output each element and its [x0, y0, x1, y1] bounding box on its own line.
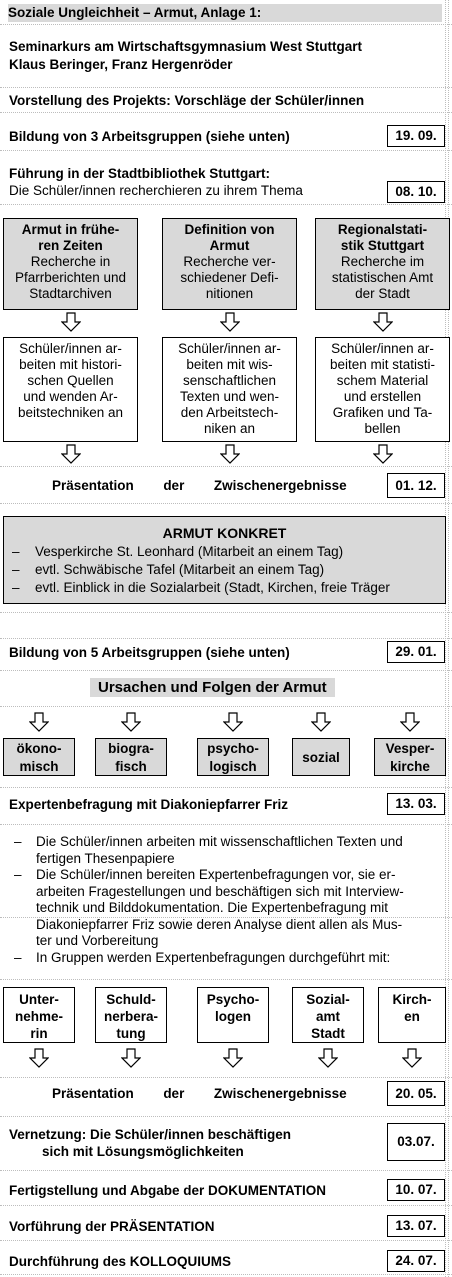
- down-arrow-icon: [29, 1048, 49, 1068]
- group-work-line: und erstellen: [343, 389, 422, 404]
- grid-line: [0, 787, 452, 788]
- expert-line: nehme-: [14, 1009, 63, 1024]
- group-work-line: Grafiken und Ta-: [332, 405, 433, 420]
- expert-line: logen: [215, 1009, 251, 1024]
- group-desc-line: Pfarrberichten und: [14, 270, 127, 285]
- expert-box: [197, 987, 269, 1043]
- down-arrow-icon: [121, 1048, 141, 1068]
- grid-line: [0, 1274, 452, 1275]
- category-box: [3, 738, 75, 776]
- expert-line: Kirch-: [392, 992, 432, 1007]
- grid-line: [0, 87, 452, 88]
- expert-line: Psycho-: [206, 992, 260, 1007]
- vorfuehrung-date: 13. 07.: [387, 1215, 445, 1237]
- kolloquium-date: 24. 07.: [387, 1250, 445, 1272]
- group-work-line: bellen: [364, 421, 401, 436]
- armut-konkret-item: Vesperkirche St. Leonhard (Mitarbeit an einem Tag): [35, 544, 344, 559]
- grid-line: [0, 1077, 452, 1078]
- vernetzung-line-2: sich mit Lösungsmöglichkeiten: [42, 1144, 244, 1159]
- armut-konkret-title: ARMUT KONKRET: [162, 525, 287, 541]
- category-line: fisch: [115, 759, 147, 774]
- group-work-line: Schüler/innen ar-: [19, 341, 122, 356]
- ursachen-title: Ursachen und Folgen der Armut: [90, 678, 335, 697]
- grid-line: [0, 204, 452, 205]
- grid-line: [0, 1116, 452, 1117]
- bildung5-row: Bildung von 5 Arbeitsgruppen (siehe unten): [9, 645, 290, 660]
- experten-bullet-line: In Gruppen werden Expertenbefragungen durchgeführt mit:: [36, 949, 391, 965]
- down-arrow-icon: [402, 1048, 422, 1068]
- down-arrow-icon: [220, 444, 240, 464]
- group-desc-line: Recherche im: [340, 254, 425, 269]
- experten-bullet-line: fertigen Thesenpapiere: [36, 850, 175, 866]
- group-title-line: Armut: [209, 238, 250, 253]
- bullet-dash: –: [12, 562, 20, 577]
- grid-line: [0, 112, 452, 113]
- category-line: biogra-: [108, 741, 154, 756]
- grid-line: [0, 638, 452, 639]
- group-work-line: beiten mit wis-: [186, 357, 273, 372]
- expert-box: [95, 987, 167, 1043]
- praesentation-word: Zwischenergebnisse: [213, 1086, 347, 1101]
- group-title-line: ren Zeiten: [38, 238, 103, 253]
- experten-row: Expertenbefragung mit Diakoniepfarrer Friz: [9, 797, 289, 812]
- group-desc-line: Recherche ver-: [183, 254, 276, 269]
- down-arrow-icon: [318, 1048, 338, 1068]
- expert-line: Stadt: [311, 1026, 345, 1041]
- course-line-2: Klaus Beringer, Franz Hergenröder: [9, 57, 233, 72]
- down-arrow-icon: [400, 712, 420, 732]
- group-title-box: [162, 218, 297, 310]
- group-title-line: stik Stuttgart: [340, 238, 425, 253]
- grid-line: [0, 1205, 452, 1206]
- vorstellung-row: Vorstellung des Projekts: Vorschläge der Schüler/innen: [9, 93, 365, 108]
- down-arrow-icon: [121, 712, 141, 732]
- praesentation-1-row: [52, 477, 347, 494]
- experten-bullet-line: Die Schüler/innen bereiten Expertenbefragungen vor, sie er-: [36, 867, 396, 882]
- page-title: Soziale Ungleichheit – Armut, Anlage 1:: [8, 5, 262, 20]
- expert-line: tung: [116, 1026, 146, 1041]
- fuehrung-row: Führung in der Stadtbibliothek Stuttgart:: [9, 166, 270, 181]
- group-work-line: Texten und wen-: [179, 389, 280, 404]
- category-line: ökono-: [16, 741, 62, 756]
- category-box: [374, 738, 446, 776]
- group-work-line: den Arbeitstech-: [180, 405, 279, 420]
- experten-bullet-line: Die Schüler/innen arbeiten mit wissenschaftlichen Texten und: [36, 834, 403, 849]
- armut-konkret-box: [3, 516, 446, 604]
- praesentation-1-date: 01. 12.: [387, 473, 445, 498]
- bullet-dash: –: [14, 949, 22, 965]
- group-work-line: niken an: [203, 421, 256, 436]
- down-arrow-icon: [220, 312, 240, 332]
- praesentation-word: Zwischenergebnisse: [213, 478, 347, 493]
- group-work-box: [162, 337, 297, 442]
- vernetzung-date: 03.07.: [387, 1123, 445, 1161]
- praesentation-2-row: [52, 1085, 347, 1102]
- group-work-line: und wenden Ar-: [23, 389, 118, 404]
- category-line: psycho-: [207, 741, 259, 756]
- group-work-line: senschaftlichen: [182, 373, 277, 388]
- expert-line: Unter-: [19, 992, 59, 1007]
- down-arrow-icon: [311, 712, 331, 732]
- down-arrow-icon: [29, 712, 49, 732]
- fertigstellung-date: 10. 07.: [387, 1179, 445, 1201]
- group-desc-line: nitionen: [205, 286, 254, 301]
- down-arrow-icon: [373, 444, 393, 464]
- expert-line: Sozial-: [306, 992, 350, 1007]
- kolloquium-row: Durchführung des KOLLOQUIUMS: [9, 1254, 231, 1269]
- bullet-dash: –: [12, 580, 20, 595]
- grid-line: [0, 466, 452, 467]
- group-title-line: Armut in frühe-: [21, 222, 120, 237]
- expert-box: [292, 987, 364, 1043]
- group-desc-line: Recherche in: [30, 254, 111, 269]
- bildung3-date: 19. 09.: [387, 125, 445, 147]
- expert-line: en: [404, 1009, 420, 1024]
- fertigstellung-row: Fertigstellung und Abgabe der DOKUMENTATION: [9, 1183, 326, 1198]
- category-line: Vesper-: [385, 741, 435, 756]
- group-work-line: beitstechniken an: [17, 405, 124, 420]
- category-line: sozial: [302, 750, 340, 765]
- armut-konkret-item: evtl. Schwäbische Tafel (Mitarbeit an einem Tag): [35, 562, 325, 577]
- fuehrung-date: 08. 10.: [387, 181, 445, 203]
- praesentation-word: der: [163, 1086, 185, 1101]
- category-line: kirche: [390, 759, 430, 774]
- grid-line: [0, 1170, 452, 1171]
- expert-box: [3, 987, 75, 1043]
- bildung3-row: Bildung von 3 Arbeitsgruppen (siehe unten): [9, 129, 290, 144]
- armut-konkret-item: evtl. Einblick in die Sozialarbeit (Stadt, Kirchen, freie Träger: [35, 580, 390, 595]
- expert-box: [378, 987, 446, 1043]
- experten-bullet-line: Diakoniepfarrer Friz sowie deren Analyse dient allen als Mus-: [36, 916, 403, 932]
- vernetzung-line-1: Vernetzung: Die Schüler/innen beschäftigen: [9, 1127, 292, 1142]
- title-bar: [8, 4, 442, 22]
- category-box: [197, 738, 269, 776]
- expert-line: rin: [30, 1026, 48, 1041]
- grid-line: [0, 824, 452, 825]
- grid-line: [0, 670, 452, 671]
- group-desc-line: schiedener Defi-: [180, 270, 279, 285]
- praesentation-word: Präsentation: [52, 478, 134, 493]
- down-arrow-icon: [223, 712, 243, 732]
- group-work-line: beiten mit histori-: [19, 357, 122, 372]
- grid-line: [0, 503, 452, 504]
- down-arrow-icon: [61, 444, 81, 464]
- grid-line: [0, 24, 452, 25]
- experten-date: 13. 03.: [387, 793, 445, 815]
- group-title-box: [315, 218, 450, 310]
- down-arrow-icon: [223, 1048, 243, 1068]
- category-box: [95, 738, 167, 776]
- vorfuehrung-row: Vorführung der PRÄSENTATION: [9, 1219, 215, 1234]
- grid-line: [0, 706, 452, 707]
- group-work-line: Schüler/innen ar-: [178, 341, 281, 356]
- grid-line: [0, 612, 452, 613]
- down-arrow-icon: [373, 312, 393, 332]
- praesentation-2-date: 20. 05.: [387, 1081, 445, 1106]
- experten-bullet-line: technik und Bilddokumentation. Die Expertenbefragung mit: [36, 900, 388, 915]
- grid-line: [0, 150, 452, 151]
- course-line-1: Seminarkurs am Wirtschaftsgymnasium West Stuttgart: [9, 39, 362, 54]
- category-line: logisch: [209, 759, 257, 774]
- experten-bullet-line: arbeiten Fragestellungen und beschäftigen sich mit Interview-: [36, 883, 404, 899]
- group-work-line: beiten mit statisti-: [329, 357, 436, 372]
- category-box: [292, 738, 350, 776]
- group-work-line: schen Quellen: [27, 373, 114, 388]
- group-desc-line: statistischen Amt: [331, 270, 434, 285]
- grid-line: [0, 1240, 452, 1241]
- bullet-dash: –: [14, 867, 22, 882]
- experten-bullet-line: ter und Vorbereitung: [36, 933, 159, 948]
- expert-line: Schuld-: [106, 992, 156, 1007]
- group-work-line: schem Material: [336, 373, 429, 388]
- bildung5-date: 29. 01.: [387, 641, 445, 663]
- expert-line: nerbera-: [103, 1009, 159, 1024]
- group-desc-line: der Stadt: [355, 286, 410, 301]
- expert-line: amt: [315, 1009, 340, 1024]
- group-title-line: Regionalstati-: [337, 222, 428, 237]
- down-arrow-icon: [61, 312, 81, 332]
- group-work-line: Schüler/innen ar-: [331, 341, 434, 356]
- group-title-box: [3, 218, 138, 310]
- praesentation-word: der: [163, 478, 185, 493]
- grid-line: [0, 979, 452, 980]
- ursachen-heading: [90, 679, 335, 697]
- group-desc-line: Stadtarchiven: [29, 286, 112, 301]
- praesentation-word: Präsentation: [52, 1086, 134, 1101]
- group-title-line: Definition von: [184, 222, 275, 237]
- bullet-dash: –: [12, 544, 20, 559]
- category-line: misch: [19, 759, 59, 774]
- group-work-box: [3, 337, 138, 442]
- group-work-box: [315, 337, 450, 442]
- bullet-dash: –: [14, 834, 22, 849]
- fuehrung-sub: Die Schüler/innen recherchieren zu ihrem Thema: [9, 183, 303, 198]
